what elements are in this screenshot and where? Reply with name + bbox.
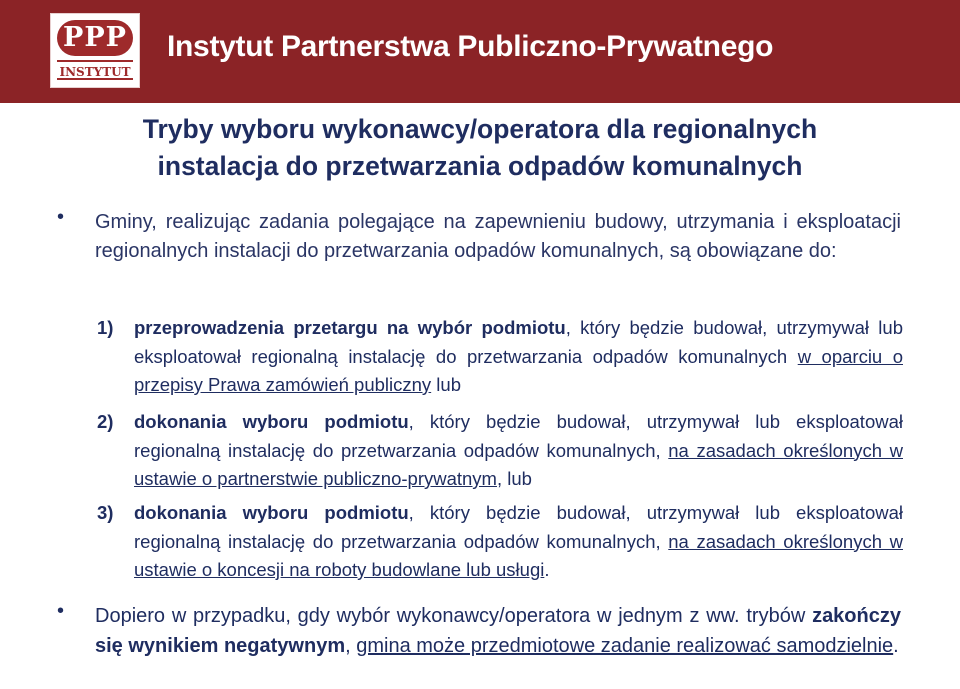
- closing-bold: zakończy się wynikiem negatywnym: [95, 605, 901, 657]
- list-number: 2): [97, 411, 114, 432]
- header-bar: [0, 0, 960, 103]
- closing-tail: .: [893, 635, 899, 657]
- list-item-1: [97, 314, 903, 400]
- list-number: 1): [97, 317, 114, 338]
- list-item-underlined: na zasadach określonych w ustawie o koncesji na roboty budowlane lub usługi: [134, 530, 903, 580]
- list-item-tail: lub: [431, 374, 461, 395]
- list-item-bold: dokonania wyboru podmiotu: [134, 502, 409, 523]
- closing-separator: ,: [345, 635, 357, 657]
- closing-text: Dopiero w przypadku, gdy wybór wykonawcy/operatora w jednym z ww. trybów: [95, 605, 813, 627]
- slide-title-line1: Tryby wyboru wykonawcy/operatora dla regionalnych: [142, 114, 818, 144]
- list-number: 3): [97, 502, 114, 523]
- list-item-text: , który będzie budował, utrzymywał lub eksploatował regionalną instalację do przetwarzania odpadów komunalnych: [134, 317, 903, 367]
- list-item-bold: przeprowadzenia przetargu na wybór podmiotu: [134, 317, 566, 338]
- slide-title: [60, 111, 900, 185]
- list-item-bold: dokonania wyboru podmiotu: [134, 411, 409, 432]
- list-item-tail: , lub: [496, 468, 532, 489]
- list-item-text: , który będzie budował, utrzymywał lub eksploatował regionalną instalację do przetwarzania odpadów komunalnych,: [134, 411, 903, 461]
- intro-paragraph: Gminy, realizując zadania polegające na zapewnieniu budowy, utrzymania i eksploatacji regionalnych instalacji do przetwarzania odpadów komunalnych, są obowiązane do:: [95, 211, 901, 262]
- ppp-logo: [50, 13, 140, 88]
- list-item-tail: .: [544, 559, 550, 580]
- list-item-3: [97, 499, 903, 585]
- logo-instytut-text: INSTYTUT: [57, 60, 133, 80]
- list-item-underlined: w oparciu o przepisy Prawa zamówień publiczny: [134, 345, 903, 395]
- list-item-text: , który będzie budował, utrzymywał lub eksploatował regionalną instalację do przetwarzania odpadów komunalnych,: [134, 502, 903, 552]
- list-item-underlined: na zasadach określonych w ustawie o partnerstwie publiczno-prywatnym: [134, 439, 903, 489]
- slide-title-line2: instalacja do przetwarzania odpadów komunalnych: [157, 151, 803, 181]
- list-item-2: [97, 408, 903, 494]
- closing-paragraph: [95, 601, 901, 661]
- logo-ppp-text: PPP: [57, 20, 133, 56]
- institute-title: Instytut Partnerstwa Publiczno-Prywatnego: [167, 30, 774, 63]
- closing-underlined: gmina może przedmiotowe zadanie realizować samodzielnie: [356, 635, 894, 657]
- bullet-dot-icon: •: [57, 206, 65, 228]
- bullet-dot-icon: •: [57, 600, 65, 622]
